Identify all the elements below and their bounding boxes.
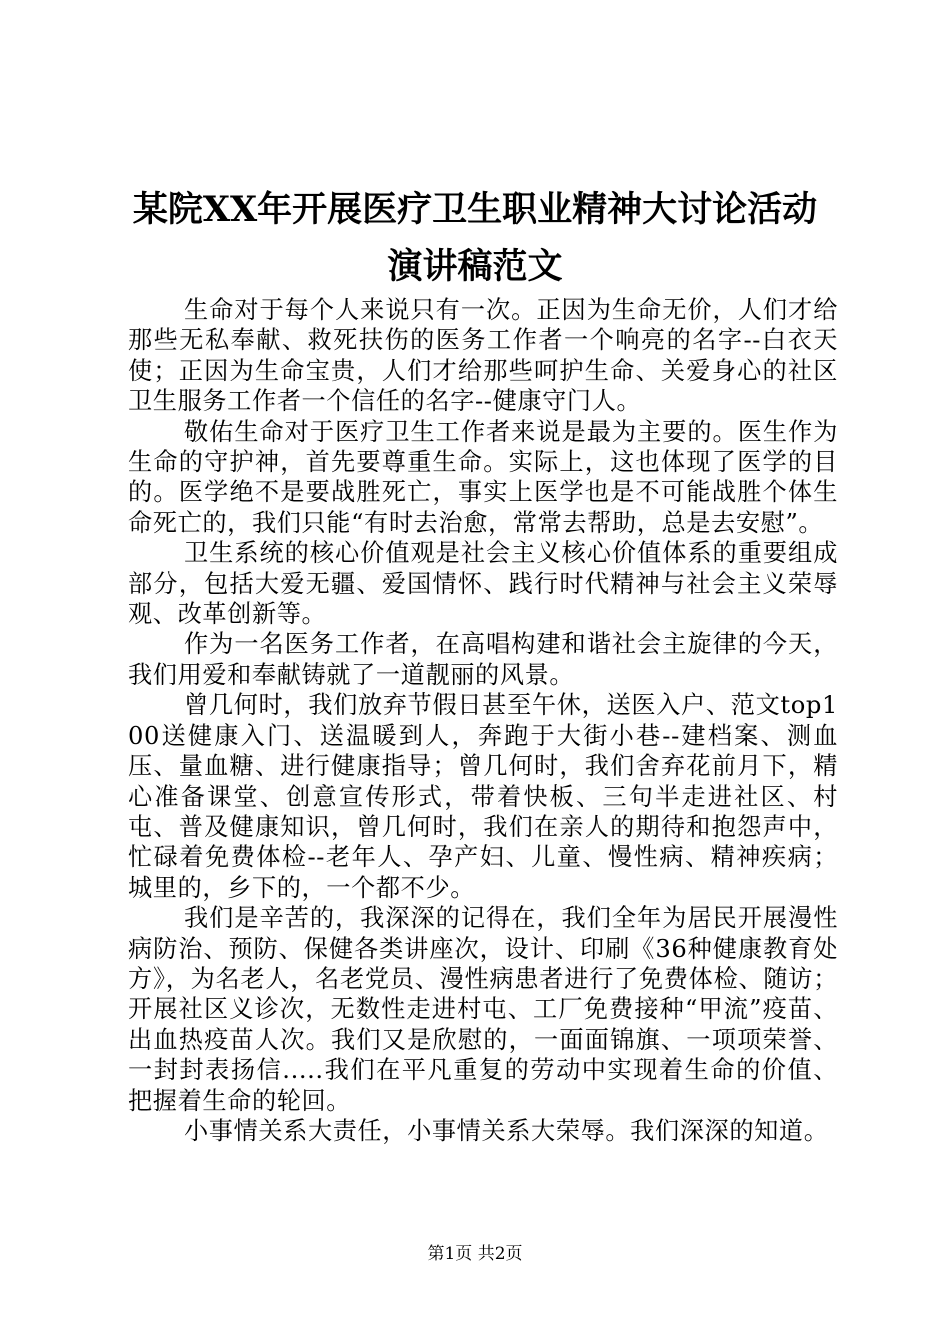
paragraph: 敬佑生命对于医疗卫生工作者来说是最为主要的。医生作为生命的守护神，首先要尊重生命。实际上，这也体现了医学的目的。医学绝不是要战胜死亡，事实上医学也是不可能战胜个体生命死亡的，我们只能“有时去治愈，常常去帮助，总是去安慰”。 bbox=[128, 417, 838, 537]
paragraph: 小事情关系大责任，小事情关系大荣辱。我们深深的知道。 bbox=[184, 1116, 829, 1145]
paragraph: 曾几何时，我们放弃节假日甚至午休，送医入户、范文top100送健康入门、送温暖到人，奔跑于大街小巷--建档案、测血压、量血糖、进行健康指导；曾几何时，我们舍弃花前月下，精心准备课堂、创意宣传形式，带着快板、三句半走进社区、村屯、普及健康知识，曾几何时，我们在亲人的期待和抱怨声中，忙碌着免费体检--老年人、孕产妇、儿童、慢性病、精神疾病；城里的，乡下的，一个都不少。 bbox=[128, 691, 838, 902]
paragraph: 我们是辛苦的，我深深的记得在，我们全年为居民开展漫性病防治、预防、保健各类讲座次，设计、印刷《36种健康教育处方》，为名老人，名老党员、漫性病患者进行了免费体检、随访；开展社区义诊次，无数性走进村屯、工厂免费接种“甲流”疫苗、出血热疫苗人次。我们又是欣慰的，一面面锦旗、一项项荣誉、一封封表扬信.....我们在平凡重复的劳动中实现着生命的价值、把握着生命的轮回。 bbox=[128, 904, 838, 1115]
document-body bbox=[128, 295, 838, 1146]
paragraph: 生命对于每个人来说只有一次。正因为生命无价，人们才给那些无私奉献、救死扶伤的医务工作者一个响亮的名字--白衣天使；正因为生命宝贵，人们才给那些呵护生命、关爱身心的社区卫生服务工作者一个信任的名字--健康守门人。 bbox=[128, 296, 838, 416]
document-title-line-2: 演讲稿范文 bbox=[387, 246, 563, 287]
paragraph: 作为一名医务工作者，在高唱构建和谐社会主旋律的今天，我们用爱和奉献铸就了一道靓丽的风景。 bbox=[128, 630, 838, 689]
paragraph: 卫生系统的核心价值观是社会主义核心价值体系的重要组成部分，包括大爱无疆、爱国情怀、践行时代精神与社会主义荣辱观、改革创新等。 bbox=[128, 539, 838, 629]
document-title-line-1: 某院XX年开展医疗卫生职业精神大讨论活动 bbox=[132, 189, 818, 230]
page-number-footer: 第1页 共2页 bbox=[427, 1244, 523, 1264]
